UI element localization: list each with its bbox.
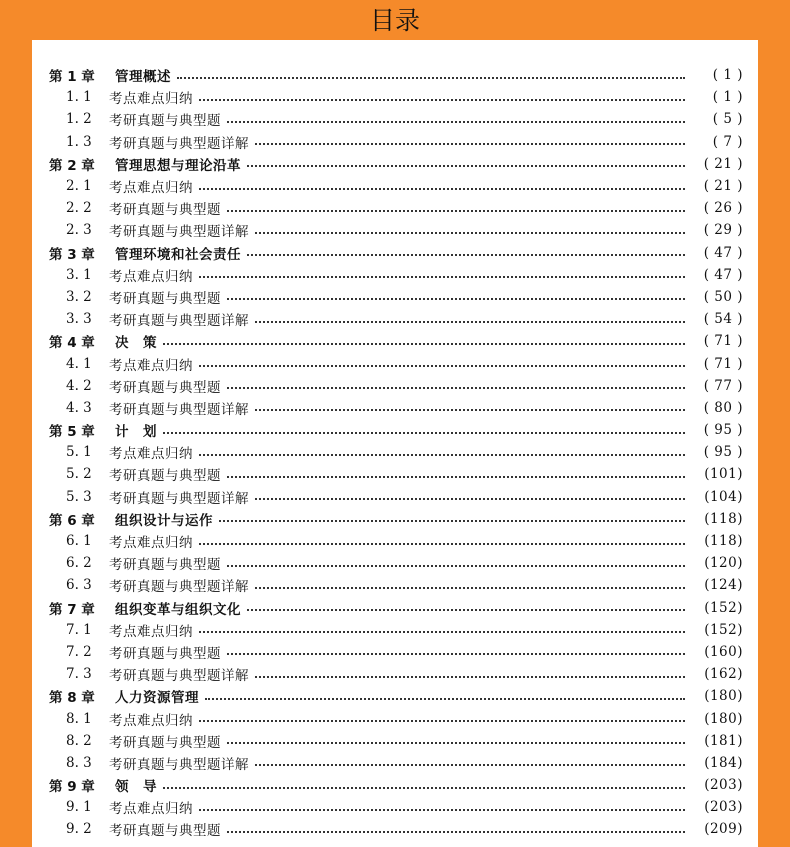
toc-section-row[interactable] bbox=[49, 552, 743, 574]
dot-leader bbox=[199, 453, 685, 456]
toc-entry-page: ( 21 ) bbox=[703, 178, 743, 195]
toc-entry-number: 4. 3 bbox=[66, 399, 92, 416]
toc-entry-title: 考点难点归纳 bbox=[109, 712, 193, 729]
toc-entry-page: (160) bbox=[704, 643, 743, 660]
toc-section-row[interactable] bbox=[49, 352, 743, 374]
toc-entry-title: 决 策 bbox=[115, 335, 157, 352]
toc-entry-number: 6. 3 bbox=[66, 577, 92, 594]
dot-leader bbox=[199, 808, 685, 811]
toc-entry-page: ( 71 ) bbox=[703, 333, 743, 350]
toc-entry-title: 考研真题与典型题 bbox=[109, 734, 221, 751]
toc-chapter-row[interactable] bbox=[49, 508, 743, 530]
toc-entry-page: ( 29 ) bbox=[703, 222, 743, 239]
toc-section-row[interactable] bbox=[49, 707, 743, 729]
dot-leader bbox=[255, 320, 685, 323]
toc-section-row[interactable] bbox=[49, 463, 743, 485]
toc-entry-page: ( 5 ) bbox=[712, 111, 743, 128]
toc-section-row[interactable] bbox=[49, 752, 743, 774]
toc-entry-page: (118) bbox=[704, 533, 743, 550]
toc-chapter-row[interactable] bbox=[49, 330, 743, 352]
toc-entry-number: 7. 2 bbox=[66, 643, 92, 660]
toc-entry-page: (181) bbox=[704, 732, 743, 749]
toc-section-row[interactable] bbox=[49, 663, 743, 685]
dot-leader bbox=[255, 675, 685, 678]
toc-entry-title: 计 划 bbox=[115, 424, 157, 441]
dot-leader bbox=[219, 519, 685, 522]
dot-leader bbox=[247, 608, 685, 611]
toc-section-row[interactable] bbox=[49, 441, 743, 463]
toc-entry-title: 考研真题与典型题 bbox=[109, 557, 221, 574]
toc-entry-number: 3. 2 bbox=[66, 288, 92, 305]
toc-entry-title: 考研真题与典型题详解 bbox=[109, 668, 249, 685]
dot-leader bbox=[255, 586, 685, 589]
toc-entry-number: 第 1 章 bbox=[49, 69, 95, 86]
dot-leader bbox=[255, 142, 685, 145]
toc-entry-title: 管理环境和社会责任 bbox=[115, 246, 241, 263]
dot-leader bbox=[255, 408, 685, 411]
toc-entry-number: 2. 1 bbox=[66, 178, 92, 195]
toc-entry-page: ( 54 ) bbox=[703, 311, 743, 328]
toc-entry-title: 考研真题与典型题 bbox=[109, 290, 221, 307]
toc-entry-number: 7. 3 bbox=[66, 666, 92, 683]
dot-leader bbox=[177, 76, 685, 79]
toc-entry-page: ( 21 ) bbox=[703, 155, 743, 172]
toc-section-row[interactable] bbox=[49, 796, 743, 818]
toc-section-row[interactable] bbox=[49, 486, 743, 508]
toc-section-row[interactable] bbox=[49, 197, 743, 219]
toc-entry-title: 管理思想与理论沿革 bbox=[115, 157, 241, 174]
toc-entry-number: 8. 1 bbox=[66, 710, 92, 727]
dot-leader bbox=[205, 697, 685, 700]
toc-chapter-row[interactable] bbox=[49, 242, 743, 264]
toc-entry-title: 考研真题与典型题详解 bbox=[109, 579, 249, 596]
toc-entry-number: 6. 1 bbox=[66, 533, 92, 550]
toc-entry-number: 1. 3 bbox=[66, 133, 92, 150]
toc-entry-page: ( 1 ) bbox=[712, 89, 743, 106]
dot-leader bbox=[199, 719, 685, 722]
toc-entry-page: (209) bbox=[704, 821, 743, 838]
toc-panel bbox=[32, 40, 758, 847]
toc-entry-title: 考研真题与典型题详解 bbox=[109, 313, 249, 330]
toc-entry-number: 1. 2 bbox=[66, 111, 92, 128]
toc-entry-title: 考点难点归纳 bbox=[109, 801, 193, 818]
toc-entry-number: 第 5 章 bbox=[49, 424, 95, 441]
toc-entry-title: 考研真题与典型题详解 bbox=[109, 401, 249, 418]
toc-section-row[interactable] bbox=[49, 619, 743, 641]
toc-entry-number: 8. 3 bbox=[66, 754, 92, 771]
toc-entry-page: ( 95 ) bbox=[703, 444, 743, 461]
toc-entry-page: ( 95 ) bbox=[703, 422, 743, 439]
toc-entry-title: 考研真题与典型题详解 bbox=[109, 135, 249, 152]
dot-leader bbox=[199, 187, 685, 190]
dot-leader bbox=[163, 342, 685, 345]
toc-entry-number: 3. 3 bbox=[66, 311, 92, 328]
toc-entry-number: 5. 1 bbox=[66, 444, 92, 461]
toc-entry-number: 3. 1 bbox=[66, 266, 92, 283]
toc-section-row[interactable] bbox=[49, 530, 743, 552]
toc-entry-number: 第 4 章 bbox=[49, 335, 95, 352]
toc-section-row[interactable] bbox=[49, 375, 743, 397]
toc-entry-title: 领 导 bbox=[115, 779, 157, 796]
toc-entry-page: (180) bbox=[704, 688, 743, 705]
dot-leader bbox=[227, 209, 685, 212]
toc-entry-page: (203) bbox=[704, 777, 743, 794]
dot-leader bbox=[255, 763, 685, 766]
toc-entry-page: ( 77 ) bbox=[703, 377, 743, 394]
toc-entry-page: (184) bbox=[704, 754, 743, 771]
toc-entry-page: (203) bbox=[704, 799, 743, 816]
dot-leader bbox=[199, 364, 685, 367]
toc-chapter-row[interactable] bbox=[49, 597, 743, 619]
toc-entry-page: (152) bbox=[704, 621, 743, 638]
dot-leader bbox=[255, 497, 685, 500]
toc-entry-title: 考研真题与典型题 bbox=[109, 468, 221, 485]
dot-leader bbox=[227, 652, 685, 655]
toc-chapter-row[interactable] bbox=[49, 64, 743, 86]
toc-entry-title: 考点难点归纳 bbox=[109, 268, 193, 285]
toc-entry-page: (162) bbox=[704, 666, 743, 683]
toc-entry-title: 组织设计与运作 bbox=[115, 512, 213, 529]
toc-section-row[interactable] bbox=[49, 86, 743, 108]
dot-leader bbox=[163, 786, 685, 789]
toc-entry-title: 考研真题与典型题详解 bbox=[109, 756, 249, 773]
toc-entry-number: 第 7 章 bbox=[49, 601, 95, 618]
toc-entry-number: 第 2 章 bbox=[49, 157, 95, 174]
toc-entry-number: 7. 1 bbox=[66, 621, 92, 638]
toc-entry-number: 第 8 章 bbox=[49, 690, 95, 707]
toc-entry-number: 4. 1 bbox=[66, 355, 92, 372]
toc-entry-number: 第 9 章 bbox=[49, 779, 95, 796]
table-of-contents bbox=[49, 64, 743, 841]
dot-leader bbox=[227, 386, 685, 389]
dot-leader bbox=[199, 98, 685, 101]
toc-entry-page: (101) bbox=[704, 466, 743, 483]
toc-entry-number: 4. 2 bbox=[66, 377, 92, 394]
toc-entry-number: 8. 2 bbox=[66, 732, 92, 749]
dot-leader bbox=[247, 253, 685, 256]
toc-entry-page: (104) bbox=[704, 488, 743, 505]
toc-section-row[interactable] bbox=[49, 574, 743, 596]
dot-leader bbox=[255, 231, 685, 234]
dot-leader bbox=[227, 297, 685, 300]
toc-chapter-row[interactable] bbox=[49, 774, 743, 796]
toc-entry-title: 考点难点归纳 bbox=[109, 446, 193, 463]
toc-section-row[interactable] bbox=[49, 175, 743, 197]
toc-entry-number: 5. 3 bbox=[66, 488, 92, 505]
toc-section-row[interactable] bbox=[49, 641, 743, 663]
toc-entry-title: 考研真题与典型题 bbox=[109, 823, 221, 840]
toc-entry-title: 组织变革与组织文化 bbox=[115, 601, 241, 618]
toc-entry-title: 考研真题与典型题详解 bbox=[109, 224, 249, 241]
dot-leader bbox=[199, 542, 685, 545]
toc-entry-number: 2. 2 bbox=[66, 200, 92, 217]
toc-entry-number: 9. 2 bbox=[66, 821, 92, 838]
toc-entry-number: 5. 2 bbox=[66, 466, 92, 483]
dot-leader bbox=[227, 120, 685, 123]
page-title: 目录 bbox=[369, 6, 420, 35]
toc-entry-title: 考点难点归纳 bbox=[109, 357, 193, 374]
dot-leader bbox=[199, 275, 685, 278]
toc-entry-page: (152) bbox=[704, 599, 743, 616]
toc-entry-page: ( 50 ) bbox=[703, 288, 743, 305]
toc-entry-title: 考研真题与典型题 bbox=[109, 202, 221, 219]
dot-leader bbox=[227, 475, 685, 478]
toc-entry-page: (124) bbox=[704, 577, 743, 594]
toc-entry-number: 第 6 章 bbox=[49, 512, 95, 529]
toc-section-row[interactable] bbox=[49, 730, 743, 752]
toc-entry-page: ( 47 ) bbox=[703, 244, 743, 261]
toc-section-row[interactable] bbox=[49, 308, 743, 330]
toc-entry-page: (180) bbox=[704, 710, 743, 727]
toc-chapter-row[interactable] bbox=[49, 685, 743, 707]
toc-entry-number: 1. 1 bbox=[66, 89, 92, 106]
toc-chapter-row[interactable] bbox=[49, 419, 743, 441]
dot-leader bbox=[247, 164, 685, 167]
toc-entry-title: 考点难点归纳 bbox=[109, 535, 193, 552]
toc-entry-number: 第 3 章 bbox=[49, 246, 95, 263]
toc-entry-page: (118) bbox=[704, 510, 743, 527]
toc-entry-title: 人力资源管理 bbox=[115, 690, 199, 707]
toc-entry-title: 考研真题与典型题 bbox=[109, 645, 221, 662]
toc-chapter-row[interactable] bbox=[49, 153, 743, 175]
toc-entry-number: 6. 2 bbox=[66, 555, 92, 572]
toc-entry-title: 考研真题与典型题 bbox=[109, 379, 221, 396]
dot-leader bbox=[227, 830, 685, 833]
toc-entry-title: 考研真题与典型题 bbox=[109, 113, 221, 130]
toc-entry-page: ( 26 ) bbox=[703, 200, 743, 217]
toc-entry-title: 考点难点归纳 bbox=[109, 180, 193, 197]
toc-entry-page: ( 71 ) bbox=[703, 355, 743, 372]
dot-leader bbox=[227, 741, 685, 744]
toc-entry-number: 2. 3 bbox=[66, 222, 92, 239]
dot-leader bbox=[163, 431, 685, 434]
toc-entry-page: ( 80 ) bbox=[703, 399, 743, 416]
toc-section-row[interactable] bbox=[49, 818, 743, 840]
dot-leader bbox=[227, 564, 685, 567]
toc-entry-page: ( 7 ) bbox=[712, 133, 743, 150]
toc-entry-page: ( 47 ) bbox=[703, 266, 743, 283]
toc-section-row[interactable] bbox=[49, 219, 743, 241]
toc-section-row[interactable] bbox=[49, 264, 743, 286]
toc-entry-title: 考点难点归纳 bbox=[109, 91, 193, 108]
toc-entry-title: 管理概述 bbox=[115, 69, 171, 86]
toc-section-row[interactable] bbox=[49, 397, 743, 419]
toc-section-row[interactable] bbox=[49, 131, 743, 153]
toc-section-row[interactable] bbox=[49, 286, 743, 308]
toc-entry-title: 考点难点归纳 bbox=[109, 623, 193, 640]
toc-section-row[interactable] bbox=[49, 108, 743, 130]
dot-leader bbox=[199, 630, 685, 633]
toc-entry-number: 9. 1 bbox=[66, 799, 92, 816]
toc-entry-page: (120) bbox=[704, 555, 743, 572]
toc-entry-page: ( 1 ) bbox=[712, 67, 743, 84]
toc-entry-title: 考研真题与典型题详解 bbox=[109, 490, 249, 507]
